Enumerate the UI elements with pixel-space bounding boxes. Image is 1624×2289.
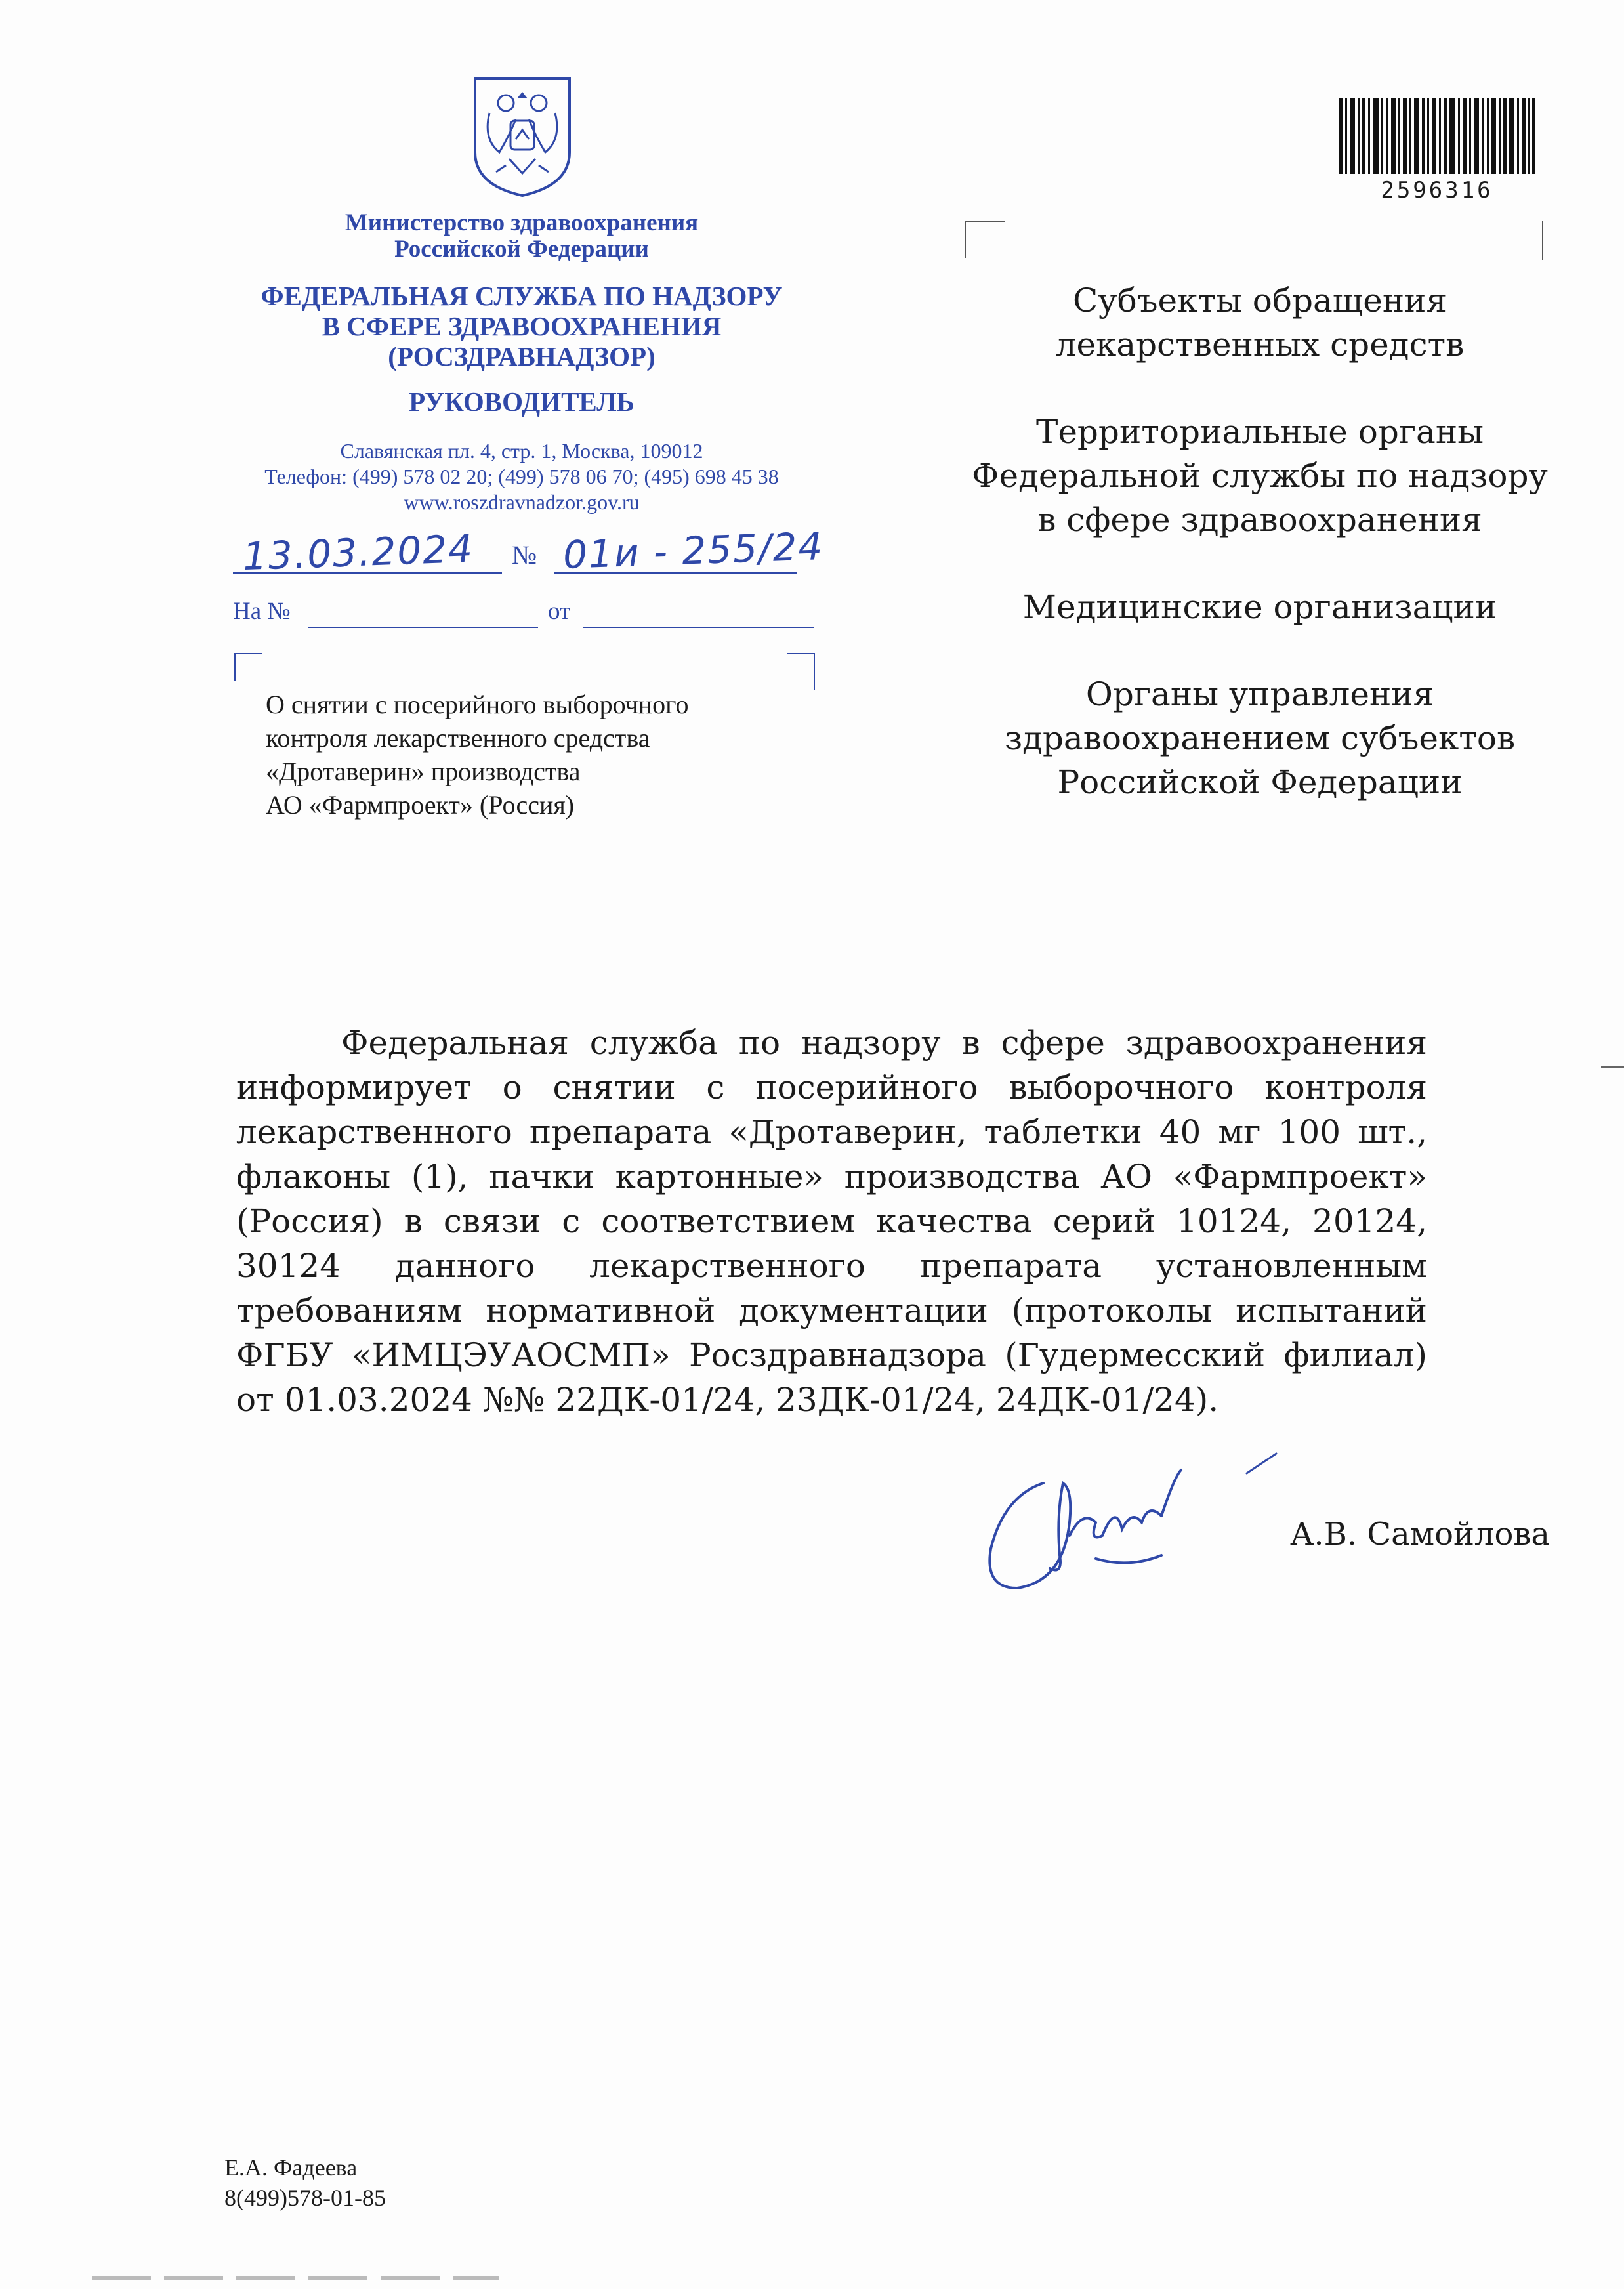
from-label: от xyxy=(548,598,571,625)
recipient-line: Российской Федерации xyxy=(1057,763,1463,801)
contact-block xyxy=(217,438,827,515)
subject-line-1: О снятии с посерийного выборочного xyxy=(266,690,689,719)
subject-line-2: контроля лекарственного средства xyxy=(266,723,650,753)
recipient-line: Федеральной службы по надзору xyxy=(972,457,1548,495)
edge-mark xyxy=(1601,1066,1624,1068)
number-label: № xyxy=(512,540,537,570)
coat-of-arms-emblem xyxy=(470,74,575,198)
barcode-number: 2596316 xyxy=(1381,177,1493,203)
ministry-line-2: Российской Федерации xyxy=(394,236,649,262)
reply-number-line xyxy=(308,627,538,628)
subject-line-3: «Дротаверин» производства xyxy=(266,757,581,786)
subject-corner-left xyxy=(234,653,262,681)
recipient-line: лекарственных средств xyxy=(1055,326,1465,364)
letter-body: Федеральная служба по надзору в сфере здравоохранения информирует о снятии с посерийного выборочного контроля лекарственного препарата «Дротаверин, таблетки 40 мг 100 шт., флаконы (1), пачки картонные» производства АО «Фармпроект» (Россия) в связи с соответствием качества серий 10124, 20124, 30124 данного лекарственного препарата установленным требованиям нормативной документации (протоколы испытаний ФГБУ «ИМЦЭУАОСМП» Росздравнадзора (Гудермесский филиал) от 01.03.2024 №№ 22ДК-01/24, 23ДК-01/24, 24ДК-01/24). xyxy=(236,1024,1427,1419)
ministry-line-1: Министерство здравоохранения xyxy=(344,209,699,236)
ministry-name xyxy=(249,210,794,262)
address: Славянская пл. 4, стр. 1, Москва, 109012 xyxy=(340,439,703,463)
address-corner-right xyxy=(1516,220,1543,260)
service-line-1: ФЕДЕРАЛЬНАЯ СЛУЖБА ПО НАДЗОРУ xyxy=(260,281,783,311)
number-underline xyxy=(554,572,797,574)
reply-date-line xyxy=(583,627,814,628)
recipient xyxy=(971,279,1549,367)
recipient xyxy=(971,585,1549,629)
recipients-block xyxy=(971,279,1549,848)
registration-number: 01и - 255/24 xyxy=(562,524,825,578)
service-line-2: В СФЕРЕ ЗДРАВООХРАНЕНИЯ xyxy=(322,311,722,341)
recipient-line: в сфере здравоохранения xyxy=(1037,501,1482,539)
barcode xyxy=(1339,98,1535,174)
subject-corner-right xyxy=(787,653,815,690)
address-corner-left xyxy=(965,220,1005,258)
executor-phone: 8(499)578-01-85 xyxy=(224,2185,386,2211)
service-line-3: (РОСЗДРАВНАДЗОР) xyxy=(388,341,656,371)
recipient-line: Медицинские организации xyxy=(1022,588,1497,626)
executor-name: Е.А. Фадеева xyxy=(224,2154,358,2181)
phones: Телефон: (499) 578 02 20; (499) 578 06 70; (495) 698 45 38 xyxy=(264,465,779,488)
head-title: РУКОВОДИТЕЛЬ xyxy=(409,387,635,417)
registration-date: 13.03.2024 xyxy=(241,526,475,579)
handwritten-signature xyxy=(965,1437,1293,1608)
date-underline xyxy=(233,572,502,574)
recipient xyxy=(971,410,1549,542)
executor-block xyxy=(224,2152,386,2213)
recipient-line: Территориальные органы xyxy=(1035,413,1484,451)
subject-line-4: АО «Фармпроект» (Россия) xyxy=(266,790,575,820)
reply-label: На № xyxy=(233,598,291,625)
recipient xyxy=(971,673,1549,805)
recipient-line: Субъекты обращения xyxy=(1072,282,1447,320)
letter-subject xyxy=(266,688,804,822)
recipient-line: Органы управления xyxy=(1085,675,1434,713)
scan-edge-strip xyxy=(92,2276,499,2280)
signer-name: А.В. Самойлова xyxy=(1290,1516,1550,1553)
service-name xyxy=(217,281,827,371)
recipient-line: здравоохранением субъектов xyxy=(1004,719,1516,757)
website: www.roszdravnadzor.gov.ru xyxy=(404,490,640,514)
